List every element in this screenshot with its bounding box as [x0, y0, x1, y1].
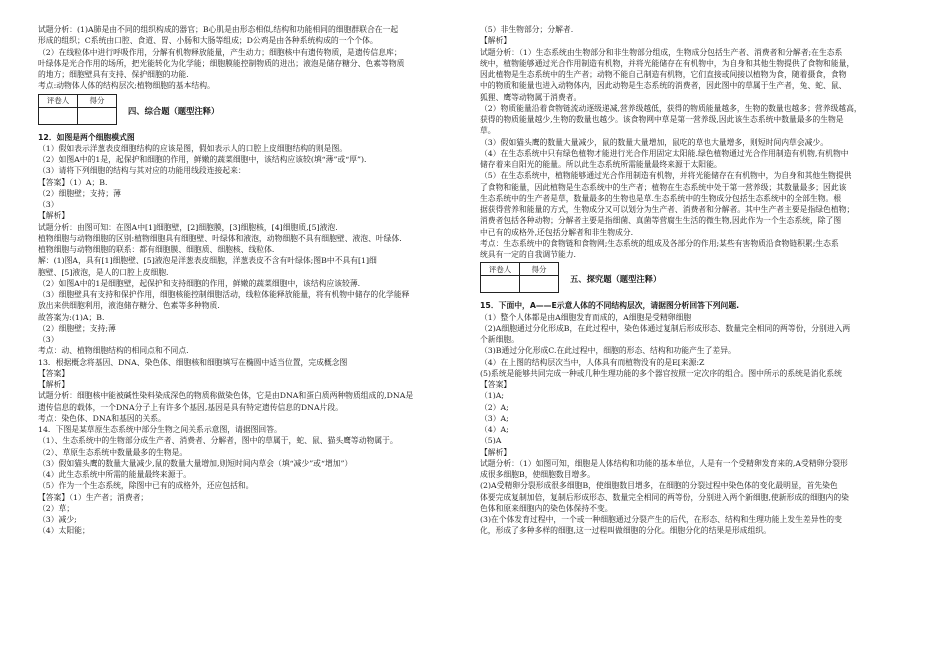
text-line: （3）	[38, 200, 59, 209]
text-line: 中已有的成格外,还包括分解者和非生物成分.	[480, 227, 634, 237]
text-line: （3）假如猫头鹰的数量大量减少，鼠的数量大量增加，鼠吃的草也大量增多，则短时间内草会减少。	[480, 137, 829, 147]
score-table-grader-cell	[481, 276, 520, 293]
text-line: 叶绿体是光合作用的场所，把光能转化为化学能；细胞膜能控制物质的进出；液泡是储存糖分、色素等物质	[38, 58, 405, 68]
text-line: 体要完成复制加倍，复制后形成形态、数量完全相同的两等份，分别进入两个新细胞,使新形成的细胞内的染	[480, 492, 849, 502]
text-line: （2）A;	[480, 402, 509, 412]
question-12-title: 12．如图是两个细胞模式图	[38, 132, 135, 142]
text-line: 试题分析：（1）如图可知，细胞是人体结构和功能的基本单位，人是有一个受精卵发育来的,A受精卵分裂形	[480, 458, 848, 468]
text-line: 的地方；细胞壁具有支持、保护细胞的功能.	[38, 70, 189, 79]
text-line: （4）A;	[480, 425, 509, 434]
score-table-grader-cell	[39, 107, 78, 124]
text-line: （1）整个人体都是由A细胞发育而成的，A细胞是受精卵细胞	[480, 312, 692, 322]
text-line: （5）在生态系统中，植物能够通过光合作用制造有机物，并将光能储存在有机物中，为自身和其他生物提供	[480, 171, 852, 181]
text-line: 获得的物质能量越少,生物的数量也越少。该食物网中草是第一营养级,因此该生态系统中数量最多的生物是	[480, 115, 844, 124]
text-line: 13．根据概念将基因、DNA、染色体、细胞核和细胞填写在椭圆中适当位置，完成概念图	[38, 357, 348, 367]
text-line: (2)A受精卵分裂形成很多细胞B，使细胞数目增多，在细胞的分裂过程中染色体的变化最明显，首先染色	[480, 481, 838, 491]
text-line: 【答案】	[38, 368, 70, 378]
text-line: （2）细胞壁；支持;薄	[38, 323, 116, 333]
text-line: 因此植物是生态系统中的生产者；动物不能自己制造有机物，它们直接或间接以植物为食，随着摄食，食物	[480, 70, 847, 79]
score-table-grader-header: 评卷人	[481, 263, 520, 276]
score-table-score-cell	[78, 107, 117, 124]
text-line: （5）作为一个生态系统，除图中已有的成格外，还应包括和。	[38, 481, 254, 491]
text-line: 【解析】	[480, 36, 512, 46]
text-line: （1）假如表示洋葱表皮细胞结构的应该是图，假如表示人的口腔上皮细胞结构的则是图。	[38, 143, 348, 153]
score-table	[480, 262, 559, 293]
right-top-text	[480, 24, 918, 260]
text-line: 形成的组织；C系统由口腔、食道、胃、小肠和大肠等组成；D公鸡是由各种系统构成的一个个体。	[38, 36, 378, 46]
text-line: 【答案】（1）生产者；消费者；	[38, 492, 149, 502]
right-column	[480, 24, 918, 537]
text-line: （1）、生态系统中的生物部分成生产者、消费者、分解者，图中的草属于，蛇、鼠、猫头鹰等动物属于。	[38, 436, 398, 446]
text-line: 中的物质和能量也进入动物体内，因此动物是生态系统的消费者，因此图中的草属于生产者，兔、蛇、鼠、	[480, 81, 847, 91]
text-line: 试题分析：由图可知：在图A中[1]细胞壁，[2]细胞膜，[3]细胞核，[4]细胞质,[5]液泡.	[38, 222, 338, 232]
text-line: 化，形成了多种多样的细胞,这一过程叫做细胞的分化。细胞分化的结果是形成组织。	[480, 526, 771, 536]
text-line: （1)A;	[480, 391, 505, 401]
text-line: 解：(1)图A，具有[1]细胞壁、[5]液泡是洋葱表皮细胞，洋葱表皮不含有叶绿体;图B中不具有[1]细	[38, 256, 377, 266]
text-line: 放出来供细胞利用，液泡储存糖分、色素等多种物质．	[38, 301, 226, 311]
score-table-grader-header: 评卷人	[39, 94, 78, 107]
text-line: 考点：生态系统中的食物链和食物网;生态系统的组成及各部分的作用;某些有害物质沿食物链积累;生态系	[480, 238, 839, 248]
text-line: 胞壁、[5]液泡，是人的口腔上皮细胞．	[38, 267, 174, 277]
text-line: 植物细胞与动物细胞的联系：都有细胞膜、细胞质、细胞核、线粒体.	[38, 245, 275, 254]
text-line: （5)A	[480, 436, 502, 446]
text-line: 试题分析：细胞核中能被碱性染料染成深色的物质称做染色体，它是由DNA和蛋白质两种物质组成的,DNA是	[38, 391, 414, 401]
text-line: （2）如图A中的1是，起保护和细胞的作用，鲜嫩的蔬菜细胞中，该结构应该较(填“薄”或“厚”)．	[38, 155, 372, 164]
text-line: （4）太阳能；	[38, 526, 90, 536]
text-line: 【解析】	[38, 211, 70, 221]
text-line: （3)B通过分化形成C.在此过程中，细胞的形态、结构和功能产生了差异。	[480, 346, 736, 356]
left-column	[38, 24, 442, 537]
text-line: 个新细胞。	[480, 335, 519, 344]
text-line: 试题分析：（1）生态系统由生物部分和非生物部分组成，生物成分包括生产者、消费者和分解者;在生态系	[480, 47, 843, 57]
text-line: 统中，植物能够通过光合作用制造有机物，并将光能储存在有机物中，为自身和其他生物提供了食物和能量，	[480, 58, 855, 68]
left-question-text	[38, 143, 442, 537]
text-line: （4）在上图的结构层次当中，人体具有而植物没有的是E[来源:Z	[480, 357, 705, 367]
text-line: 试题分析：(1)A肺是由不同的组织构成的器官；B心肌是由形态相似,结构和功能相同的细胞群联合在一起	[38, 25, 399, 34]
text-line: 遗传信息的载体，一个DNA分子上有许多个基因,基因是具有特定遗传信息的DNA片段。	[38, 402, 343, 412]
text-line: 生态系统中的生产者是草，数量最多的生物也是草.生态系统中的生物成分包括生态系统中的全部生物。根	[480, 193, 842, 203]
text-line: （2）、草原生态系统中数量最多的生物是。	[38, 447, 188, 457]
text-line: 故答案为:(1)A；B.	[38, 312, 105, 322]
text-line: 消费者包括各种动物；分解者主要是指细菌、真菌等营腐生生活的微生物,因此作为一个生态系统，除了图	[480, 216, 842, 226]
text-line: (3)在个体发育过程中，一个或一种细胞通过分裂产生的后代，在形态、结构和生理功能上发生差异性的变	[480, 515, 842, 524]
text-line: （3）细胞壁具有支持和保护作用，细胞核能控制细胞活动，线粒体能释放能量，将有机物中储存的化学能释	[38, 290, 410, 299]
text-line: （2）如图A中的1是细胞壁，起保护和支持细胞的作用，鲜嫩的蔬菜细胞中，该结构应该较薄.	[38, 278, 361, 288]
text-line: （3）减少;	[38, 515, 77, 524]
text-line: （2）草；	[38, 503, 75, 513]
text-line: 【解析】	[38, 380, 70, 389]
section-title-4: 四、综合题（题型注释）	[128, 105, 220, 116]
text-line: 考点:动物体人体的结构层次;植物细胞的基本结构。	[38, 81, 215, 91]
text-line: 草。	[480, 126, 496, 136]
text-line: (5)系统是能够共同完成一种或几种生理功能的多个器官按照一定次序的组合。图中所示的系统是消化系统	[480, 368, 842, 378]
text-line: （3）	[38, 335, 59, 344]
text-line: 【答案】	[480, 380, 512, 389]
text-line: （2）物质能量沿着食物链流动逐级递减,营养级越低，获得的物质能量越多，生物的数量也越多；营养级越高，	[480, 103, 862, 113]
text-line: （4）此生态系统中所需的能量最终来源于。	[38, 470, 192, 479]
text-line: 植物细胞与动物细胞的区别:植物细胞具有细胞壁、叶绿体和液泡，动物细胞不具有细胞壁、液泡、叶绿体.	[38, 233, 402, 243]
text-line: 成很多细胞B，使细胞数目增多。	[480, 470, 595, 479]
score-table-score-header: 得分	[78, 94, 117, 107]
section-title-5: 五、探究题（题型注释）	[570, 274, 662, 285]
text-line: 考点：染色体、DNA和基因的关系。	[38, 413, 166, 423]
text-line: 【解析】	[480, 447, 512, 457]
text-line: 据获得营养和能量的方式，生物成分又可以划分为生产者、消费者和分解者。其中生产者主要是指绿色植物；	[480, 205, 855, 214]
text-line: （2)A细胞通过分化形成B，在此过程中，染色体通过复制后形成形态、数量完全相同的两等份，分别进入两	[480, 323, 851, 333]
text-line: 色体和原来细胞内的染色体保持不变。	[480, 503, 613, 513]
score-block-4	[38, 94, 442, 128]
text-line: 统具有一定的自我调节能力.	[480, 250, 577, 259]
score-table-score-cell	[520, 276, 559, 293]
text-line: 了食物和能量，因此植物是生态系统中的生产者；植物在生态系统中处于第一营养级；其数量最多；因此该	[480, 182, 847, 192]
right-question-text	[480, 312, 918, 537]
text-line: （4）在生态系统中只有绿色植物才能进行光合作用固定太阳能.绿色植物通过光合作用制造有机物,有机物中	[480, 148, 849, 158]
text-line: （3）A;	[480, 413, 509, 423]
score-table	[38, 94, 117, 125]
text-line: （3）请将下列细胞的结构与其对应的功能用线段连接起来：	[38, 166, 246, 176]
score-block-5	[480, 262, 918, 296]
text-line: 【答案】（1）A；B.	[38, 177, 108, 187]
left-top-text	[38, 24, 442, 92]
text-line: 14．下图是某草原生态系统中部分生物之间关系示意图，请据图回答。	[38, 425, 282, 434]
text-line: （3）假如猫头鹰的数量大量减少,鼠的数量大量增加,则短时间内草会（填“减少”或“增加”）	[38, 458, 353, 468]
text-line: （2）在线粒体中进行呼吸作用，分解有机物释放能量，产生动力；细胞核中有遗传物质，是遗传信息库；	[38, 47, 402, 57]
text-line: （5）非生物部分；分解者.	[480, 25, 574, 34]
text-line: 储存着来自阳光的能量。所以此生态系统所需能量最终来源于太阳能。	[480, 160, 722, 169]
text-line: 狐狸、鹰等动物属于消费者。	[480, 92, 582, 102]
score-table-score-header: 得分	[520, 263, 559, 276]
question-15-title: 15．下面中，A——E示意人体的不同结构层次，请据图分析回答下列问题.	[480, 301, 740, 311]
text-line: 考点：动、植物细胞结构的相同点和不同点.	[38, 346, 189, 356]
text-line: （2）细胞壁；支持；薄	[38, 188, 121, 198]
